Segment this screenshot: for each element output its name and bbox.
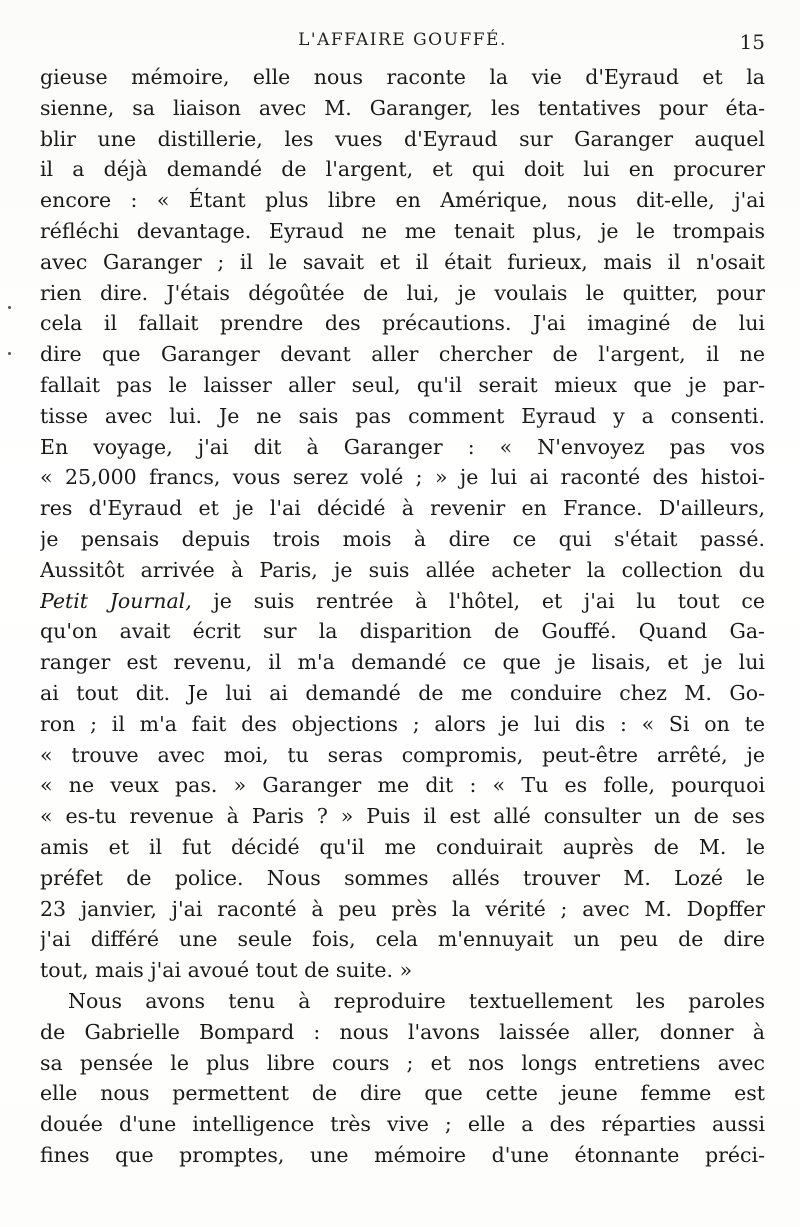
text-line: « es-tu revenue à Paris ? » Puis il est allé consulter un de ses [40,804,765,829]
text-line: ai tout dit. Je lui ai demandé de me conduire chez M. Go- [40,680,765,705]
text-line: fines que promptes, une mémoire d'une étonnante préci- [40,1142,765,1167]
text-line: « trouve avec moi, tu seras compromis, peut-être arrêté, je [40,742,765,767]
text-line: rien dire. J'étais dégoûtée de lui, je voulais le quitter, pour [40,280,765,305]
text-line: qu'on avait écrit sur la disparition de Gouffé. Quand Ga- [40,619,765,644]
text-line: réfléchi devantage. Eyraud ne me tenait plus, je le trompais [40,218,765,243]
paragraph-start-line: Nous avons tenu à reproduire textuellement les paroles [68,988,765,1013]
text-line: tisse avec lui. Je ne sais pas comment Eyraud y a consenti. [40,403,765,428]
text-line: elle nous permettent de dire que cette jeune femme est [40,1081,765,1106]
text-line: cela il fallait prendre des précautions. J'ai imaginé de lui [40,311,765,336]
text-fragment: je suis rentrée à l'hôtel, et j'ai lu tout ce [191,588,765,613]
page-header [40,26,765,60]
text-line: gieuse mémoire, elle nous raconte la vie d'Eyraud et la [40,65,765,89]
text-line: dire que Garanger devant aller chercher de l'argent, il ne [40,342,765,367]
text-line: de Gabrielle Bompard : nous l'avons laissée aller, donner à [40,1019,765,1044]
margin-speck [8,352,11,355]
running-title: L'AFFAIRE GOUFFÉ. [298,30,507,50]
text-line: « 25,000 francs, vous serez volé ; » je lui ai raconté des histoi- [40,465,765,490]
margin-speck [8,306,11,309]
text-line: fallait pas le laisser aller seul, qu'il serait mieux que je par- [40,372,765,397]
text-line: blir une distillerie, les vues d'Eyraud sur Garanger auquel [40,126,765,151]
text-line: Aussitôt arrivée à Paris, je suis allée acheter la collection du [40,557,765,582]
text-line: ranger est revenu, il m'a demandé ce que je lisais, et je lui [40,650,765,675]
text-line: il a déjà demandé de l'argent, et qui doit lui en procurer [40,157,765,182]
text-line: sa pensée le plus libre cours ; et nos longs entretiens avec [40,1050,765,1075]
text-line: ron ; il m'a fait des objections ; alors je lui dis : « Si on te [40,711,765,736]
text-line: douée d'une intelligence très vive ; elle a des réparties aussi [40,1112,765,1137]
text-line: « ne veux pas. » Garanger me dit : « Tu es folle, pourquoi [40,773,765,798]
text-line: avec Garanger ; il le savait et il était furieux, mais il n'osait [40,249,765,274]
text-line: préfet de police. Nous sommes allés trouver M. Lozé le [40,865,765,890]
text-line: encore : « Étant plus libre en Amérique, nous dit-elle, j'ai [40,188,765,213]
text-line: res d'Eyraud et je l'ai décidé à revenir en France. D'ailleurs, [40,496,765,521]
text-line: sienne, sa liaison avec M. Garanger, les tentatives pour éta- [40,95,765,120]
text-line: En voyage, j'ai dit à Garanger : « N'envoyez pas vos [40,434,765,459]
text-line: amis et il fut décidé qu'il me conduirait auprès de M. le [40,834,765,859]
text-line: 23 janvier, j'ai raconté à peu près la vérité ; avec M. Dopffer [40,896,765,921]
text-line: tout, mais j'ai avoué tout de suite. » [40,958,413,983]
newspaper-title: Petit Journal, [40,588,192,613]
page-number: 15 [739,30,765,54]
text-line: j'ai différé une seule fois, cela m'ennuyait un peu de dire [40,927,765,952]
text-line-with-italic [40,586,765,617]
text-line: je pensais depuis trois mois à dire ce qui s'était passé. [40,526,765,551]
body-text [40,62,765,1171]
